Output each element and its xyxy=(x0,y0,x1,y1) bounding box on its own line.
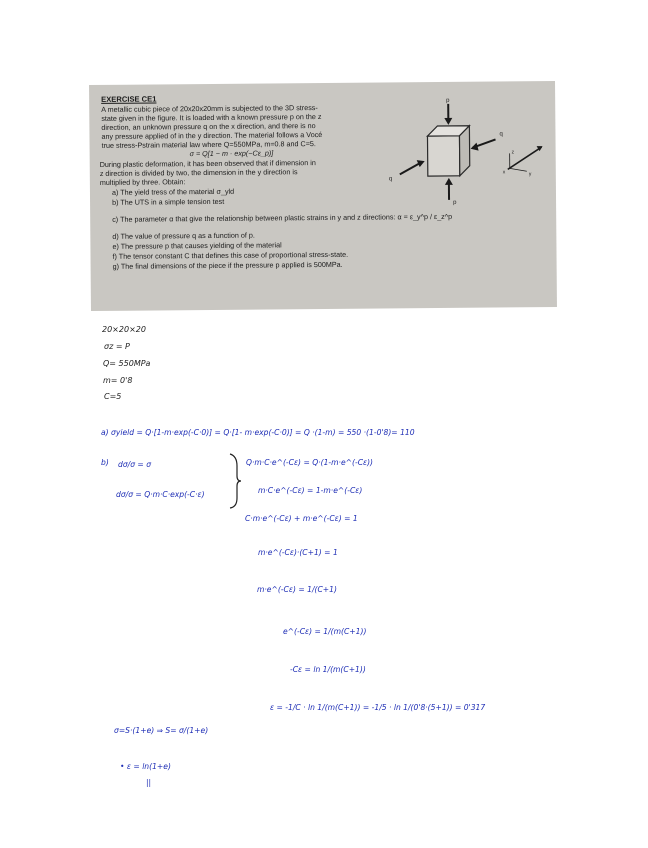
answer-b-step: Q·m·C·e^(-Cε) = Q·(1-m·e^(-Cε)) xyxy=(246,458,374,467)
statement-line: true stress-Pstrain material law where Q=550MPa, m=0.8 and C=5. xyxy=(101,139,316,150)
stress-cube-figure xyxy=(379,95,550,206)
answer-b-step: m·e^(-Cε)·(C+1) = 1 xyxy=(258,548,338,557)
question-item: e) The pressure p that causes yielding of the material xyxy=(112,240,282,251)
statement-line: A metallic cubic piece of 20x20x20mm is subjected to the 3D stress- xyxy=(101,103,318,114)
side-note-true-strain: • ε = ln(1+e) xyxy=(120,762,171,771)
answer-b-eq2: dσ/σ = Q·m·C·exp(-C·ε) xyxy=(116,490,205,499)
question-item: c) The parameter α that give the relationship between plastic strains in y and z directions: α = ε_y^p / ε_z^p xyxy=(112,211,453,224)
note-q-value: Q= 550MPa xyxy=(103,359,151,368)
side-note-equals: || xyxy=(146,778,152,787)
statement-line: z direction is divided by two, the dimension in the y direction is xyxy=(99,167,298,178)
label-p-top: p xyxy=(446,97,450,104)
answer-a: a) σyield = Q·[1-m·exp(-C·0)] = Q·[1- m·exp(-C·0)] = Q ·(1-m) = 550 ·(1-0'8)= 110 xyxy=(101,428,415,437)
label-axis-z: z xyxy=(511,149,515,156)
exercise-photo xyxy=(89,81,557,311)
label-p-bottom: p xyxy=(453,199,457,206)
side-note-engineering-stress: σ=S·(1+e) ⇒ S= σ/(1+e) xyxy=(114,726,209,735)
statement-line: state given in the figure. It is loaded with a known pressure p on the z xyxy=(101,112,322,123)
answer-b-step: -Cε = ln 1/(m(C+1)) xyxy=(290,665,366,674)
answer-b-eq1: dσ/σ = σ xyxy=(118,460,152,469)
note-dimensions: 20×20×20 xyxy=(102,325,146,334)
voce-formula: σ = Q[1 − m · exp(−Cε_p)] xyxy=(189,148,274,159)
answer-b-step: m·e^(-Cε) = 1/(C+1) xyxy=(257,585,337,594)
answer-b-step: m·C·e^(-Cε) = 1-m·e^(-Cε) xyxy=(258,486,363,495)
arrow-right-head xyxy=(471,143,479,151)
arrow-top-head xyxy=(444,118,452,125)
statement-line: During plastic deformation, it has been observed that if dimension in xyxy=(99,158,316,169)
statement-line: multiplied by three. Obtain: xyxy=(99,177,186,187)
answer-b-label: b) xyxy=(101,458,109,467)
brace xyxy=(228,452,242,510)
exercise-title: EXERCISE CE1 xyxy=(101,94,157,104)
label-axis-y: y xyxy=(528,171,532,178)
question-item: g) The final dimensions of the piece if the pressure p applied is 500MPa. xyxy=(112,259,343,271)
axis-y xyxy=(510,168,527,171)
label-axis-x: x xyxy=(502,169,506,176)
label-q-left: q xyxy=(388,176,393,183)
question-item: f) The tensor constant C that defines this case of proportional stress-state. xyxy=(112,249,349,261)
statement-line: direction, an unknown pressure q on the x direction, and there is no xyxy=(101,121,316,132)
note-c-value: C=5 xyxy=(104,392,122,401)
note-sigma-z: σz = P xyxy=(104,342,130,351)
label-q-right: q xyxy=(499,131,503,138)
statement-line: any pressure applied of in the y direction. The material follows a Vocé xyxy=(101,130,323,141)
cube-front-face xyxy=(427,136,459,176)
question-item: a) The yield tress of the material σ_yld xyxy=(111,186,235,197)
arrow-bottom-head xyxy=(445,178,453,185)
question-item: b) The UTS in a simple tension test xyxy=(112,196,225,207)
note-m-value: m= 0'8 xyxy=(103,376,133,385)
answer-b-step: C·m·e^(-Cε) + m·e^(-Cε) = 1 xyxy=(245,514,358,523)
question-item: d) The value of pressure q as a function of p. xyxy=(112,230,255,241)
answer-b-step: ε = -1/C · ln 1/(m(C+1)) = -1/5 · ln 1/(0'8·(5+1)) = 0'317 xyxy=(270,703,486,712)
answer-b-step: e^(-Cε) = 1/(m(C+1)) xyxy=(283,627,367,636)
